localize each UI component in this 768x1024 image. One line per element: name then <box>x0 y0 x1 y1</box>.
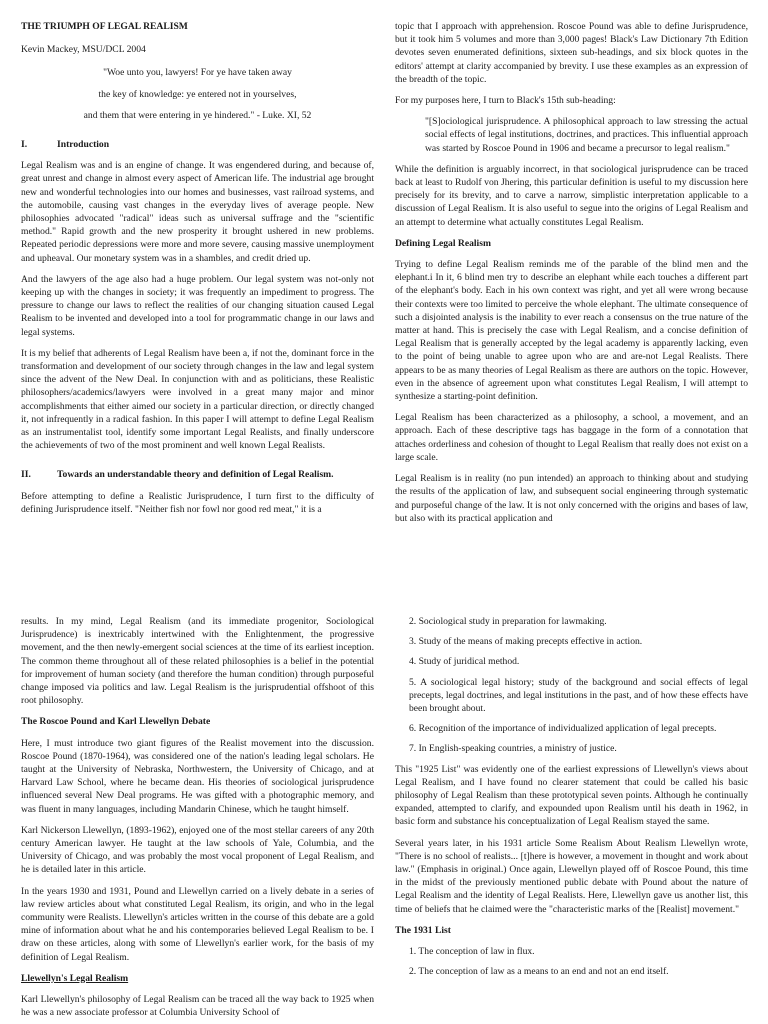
paragraph: Before attempting to define a Realistic Jurisprudence, I turn first to the difficulty of defining Jurisprudence itself. "Neither fish nor fowl nor good red meat," it is a <box>21 490 374 515</box>
paragraph: Legal Realism was and is an engine of change. It was engendered during, and because of, great unrest and change in almost every aspect of American life. The industrial age brought new and wonderful technologies into our homes and businesses, vast railroad systems, and the automobile, causing vast changes in the everyday lives of average people. New philosophies advocated "radical" ideas such as universal suffrage and the "scientific method." Rapid growth and the new prosperity it brought ushered in new problems. Repeated periodic depressions were more and more severe, causing massive unemployment and upheaval. Our monetary system was in a shambles, and credit dried up. <box>21 160 374 264</box>
paragraph: Karl Llewellyn's philosophy of Legal Realism can be traced all the way back to 1925 when he was a new associate professor at Columbia University School of <box>21 994 374 1019</box>
author-line: Kevin Mackey, MSU/DCL 2004 <box>21 44 146 56</box>
section-number: I. <box>21 139 28 151</box>
paragraph: results. In my mind, Legal Realism (and its immediate progenitor, Sociological Jurisprudence) is inextricably intertwined with the Enlightenment, the progressive movement, and the then newly-emergent social sciences at the time of its earliest inception. The common theme throughout all of these related philosophies is a belief in the potential for improvement of human society (and therefore the human condition) through purposeful change imposed via politics and law. Legal Realism is the jurisprudential offshoot of this root philosophy. <box>21 616 374 707</box>
subheading-defining-legal-realism: Defining Legal Realism <box>395 237 491 249</box>
section-heading-definition <box>21 468 374 481</box>
section-title: Towards an understandable theory and definition of Legal Realism. <box>57 469 334 481</box>
document-page-2 <box>0 603 768 1024</box>
paragraph: While the definition is arguably incorrect, in that sociological jurisprudence can be traced back at least to Rudolf von Jhering, this particular definition is useful to my discussion here precisely for its brevity, and to carve a narrow, simplistic interpretation applicable to a discussion of Legal Realism. It is also useful to segue into the origins of Legal Realism and an attempt to determine what actually constitutes Legal Realism. <box>395 163 748 228</box>
list-item: 5. A sociological legal history; study of the background and social effects of legal precepts, legal doctrines, and legal institutions in the past, and of how these effects have been brought about. <box>409 676 748 715</box>
epigraph-line-1: "Woe unto you, lawyers! For ye have taken away <box>103 67 292 79</box>
paragraph: Several years later, in his 1931 article Some Realism About Realism Llewellyn wrote, "There is no school of realists... [t]here is however, a movement in thought and work about law." (Emphasis in original.) Once again, Llewellyn played off of Roscoe Pound, this time in the midst of the previously mentioned public debate with Pound about the nature of Legal Realism and the identity of Legal Realists. Here, Llewellyn gave us another list, this time of beliefs that he claimed were the "characteristic marks of the [Realist] movement." <box>395 837 748 915</box>
subheading-1931-list: The 1931 List <box>395 924 451 936</box>
paragraph: In the years 1930 and 1931, Pound and Llewellyn carried on a lively debate in a series of law review articles about what constituted Legal Realism, its origin, and who in the legal community were Realists. Llewellyn's articles written in the course of this debate are a gold mine of information about what he and his contemporaries believed Legal Realism to be. I draw on these articles, along with some of Llewellyn's earlier work, for the basis of my definition of Legal Realism. <box>21 885 374 963</box>
paragraph: Legal Realism has been characterized as a philosophy, a school, a movement, and an approach. Each of these descriptive tags has baggage in the form of a connotation that attaches orderliness and cohesion of thought to Legal Realism that really does not exist on a large scale. <box>395 412 749 463</box>
paragraph: This "1925 List" was evidently one of the earliest expressions of Llewellyn's views about Legal Realism, and I have found no clearer statement that could be called his basic philosophy of Legal Realism than these prototypical seven points. Although he continually expanded, attempted to clarify, and expounded upon Realism until his death in 1962, in basic form and substance his conceptualization of Legal Realism stayed the same. <box>395 763 748 828</box>
subheading-pound-llewellyn-debate: The Roscoe Pound and Karl Llewellyn Debate <box>21 716 211 728</box>
epigraph-line-2: the key of knowledge: ye entered not in yourselves, <box>98 88 297 100</box>
list-item: 3. Study of the means of making precepts effective in action. <box>409 636 643 648</box>
paragraph: It is my belief that adherents of Legal Realism have been a, if not the, dominant force in the transformation and development of our society through changes in the law and legal system since the advent of the New Deal. In conjunction with and as politicians, these Realistic philosophers/academics/lawyers were involved in a great many major and minor accomplishments that either aimed our society in a particular direction, or directly changed it, not infrequently in a radical fashion. In this paper I will attempt to define Legal Realism as an instrumentalist tool, identify some important Legal Realists, and finally underscore the achievements of two of the most prominent and well known Legal Realists. <box>21 347 374 452</box>
paragraph: Karl Nickerson Llewellyn, (1893-1962), enjoyed one of the most stellar careers of any 20th century American lawyer. He taught at the law schools of Yale, Columbia, and the University of Chicago, and was probably the most vocal proponent of Legal Realism, and he is detailed later in this article. <box>21 824 374 876</box>
paragraph: For my purposes here, I turn to Black's 15th sub-heading: <box>395 95 616 107</box>
paragraph: Here, I must introduce two giant figures of the Realist movement into the discussion. Roscoe Pound (1870-1964), was considered one of the nation's leading legal scholars. He taught at the University of Nebraska, Northwestern, the University of Chicago, and at Harvard Law School, where he became dean. His theories of sociological jurisprudence influenced several New Deal programs. He was gifted with a photographic memory, and was fluent in many languages, including Mandarin Chinese, which he taught himself. <box>21 737 374 815</box>
list-item: 2. The conception of law as a means to an end and not an end itself. <box>409 966 669 978</box>
list-item: 4. Study of juridical method. <box>409 656 520 668</box>
page1-left-column <box>21 20 374 524</box>
document-title: THE TRIUMPH OF LEGAL REALISM <box>21 21 188 32</box>
block-quote: "[S]ociological jurisprudence. A philosophical approach to law stressing the actual social effects of legal institutions, doctrines, and practices. This influential approach was started by Roscoe Pound in 1906 and became a precursor to legal realism." <box>425 116 748 154</box>
paragraph: Trying to define Legal Realism reminds me of the parable of the blind men and the elephant.i In it, 6 blind men try to describe an elephant while each touches a different part of the elephant's body. Each in his own context was right, and yet all were wrong because their contexts were too limited to perceive the whole elephant. The ultimate consequence of such a disjointed analysis is the inability to ever reach a consensus on the true nature of the matter at hand. This is precisely the case with Legal Realism, and a concise definition of Legal Realism that is generally accepted by the legal academy is apparently lacking, even to the point of being unable to agree upon who are and are-not Legal Realists. There appears to be as many theories of Legal Realism as there are authors on the topic. However, even in the absence of agreement upon what constitutes Legal Realism, I will attempt to synthesize a starting-point definition. <box>395 259 748 403</box>
page1-right-column <box>395 20 748 533</box>
paragraph: topic that I approach with apprehension. Roscoe Pound was able to define Jurisprudence, but it took him 5 volumes and more than 3,000 pages! Black's Law Dictionary 7th Edition devotes seven enumerated definitions, sixteen sub-headings, and six block quotes in the editors' attempt at clarity accompanied by brevity. I use these examples as an expression of the breadth of the topic. <box>395 21 748 85</box>
list-item: 2. Sociological study in preparation for lawmaking. <box>409 616 607 627</box>
section-heading-introduction <box>21 138 374 151</box>
epigraph-line-3: and them that were entering in ye hindered." - Luke. XI, 52 <box>83 109 312 121</box>
section-title: Introduction <box>57 139 110 151</box>
page-gap <box>0 574 768 603</box>
paragraph: And the lawyers of the age also had a huge problem. Our legal system was not-only not keeping up with the changes in society; it was frequently an impediment to progress. The pressure to change our laws to reflect the realities of our changing situation caused Legal Realism to be invented and developed into a tool for programmatic change in our laws and legal systems. <box>21 273 374 338</box>
subheading-llewellyns-legal-realism: Llewellyn's Legal Realism <box>21 972 129 984</box>
list-item: 6. Recognition of the importance of individualized application of legal precepts. <box>409 723 717 735</box>
list-item: 7. In English-speaking countries, a ministry of justice. <box>409 743 617 755</box>
page2-left-column <box>21 615 374 1024</box>
paragraph: Legal Realism is in reality (no pun intended) an approach to thinking about and studying the results of the application of law, and subsequent social engineering through systematic and purposeful change of the law. It is not only concerned with the origins and bases of law, but also with its practical application and <box>395 473 748 524</box>
list-item: 1. The conception of law in flux. <box>409 946 535 958</box>
section-number: II. <box>21 469 31 481</box>
page2-right-column <box>395 615 748 985</box>
